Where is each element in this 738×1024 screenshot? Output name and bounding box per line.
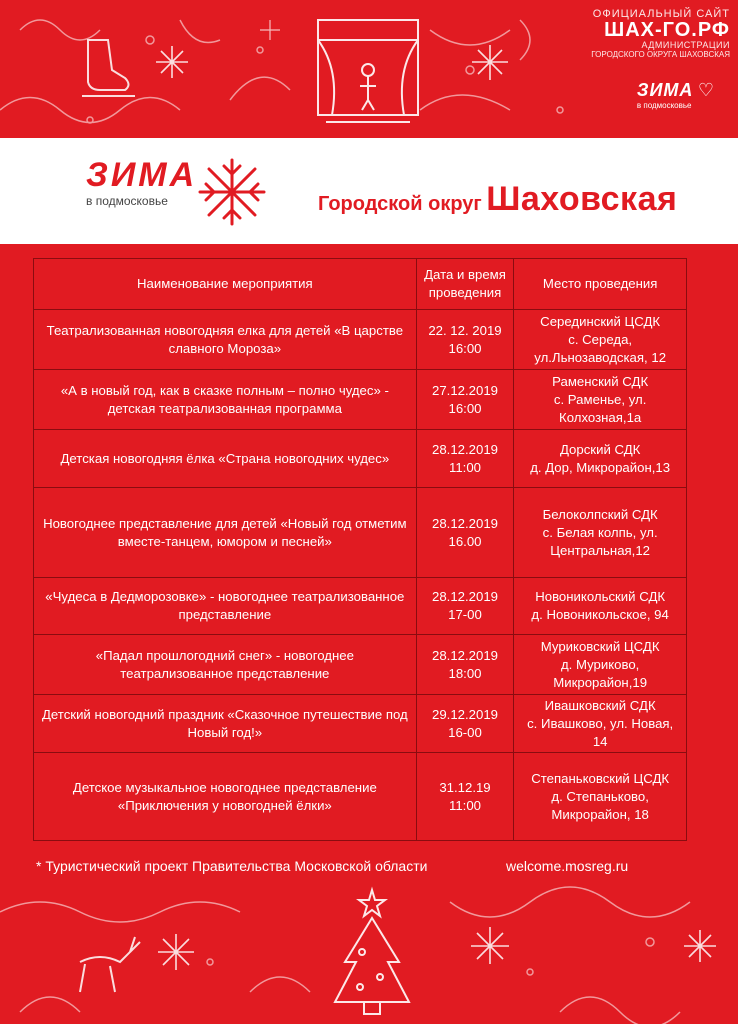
time-text: 11:00	[448, 797, 481, 813]
district-name: Шаховская	[486, 180, 678, 218]
header-venue: Место проведения	[514, 259, 687, 310]
event-cell: «А в новый год, как в сказке полным – полно чудес» - детская театрализованная программа	[34, 370, 417, 430]
event-cell: Театрализованная новогодняя елка для детей «В царстве славного Мороза»	[34, 310, 417, 370]
time-text: 16:00	[448, 400, 482, 416]
table-row	[34, 753, 687, 841]
watermark-line-4: ГОРОДСКОГО ОКРУГА ШАХОВСКАЯ	[591, 50, 730, 59]
date-text: 27.12.2019	[431, 382, 498, 398]
header-event: Наименование мероприятия	[34, 259, 417, 310]
table-header-row	[34, 259, 687, 310]
venue-address: с. Раменье, ул. Колхозная,1а	[553, 391, 647, 425]
date-text: 28.12.2019	[431, 515, 498, 531]
datetime-cell	[416, 753, 514, 841]
datetime-cell	[416, 310, 514, 370]
event-cell: «Чудеса в Дедморозовке» - новогоднее театрализованное представление	[34, 578, 417, 635]
mini-zima-logo	[637, 80, 714, 110]
site-watermark	[591, 8, 730, 59]
time-text: 18:00	[448, 665, 482, 681]
table-row	[34, 310, 687, 370]
snowflake-icon	[472, 45, 508, 80]
snowflake-icon	[196, 156, 268, 228]
venue-cell	[514, 753, 687, 841]
venue-cell	[514, 370, 687, 430]
time-text: 16:00	[448, 340, 482, 356]
snowflake-icon	[471, 927, 509, 964]
district-title	[318, 180, 677, 219]
datetime-cell	[416, 488, 514, 578]
date-text: 28.12.2019	[431, 647, 498, 663]
venue-address: с. Белая колпь, ул. Центральная,12	[542, 524, 658, 558]
venue-cell	[514, 310, 687, 370]
venue-name: Дорский СДК	[559, 441, 641, 457]
event-cell: «Падал прошлогодний снег» - новогоднее театрализованное представление	[34, 635, 417, 695]
event-cell: Детская новогодняя ёлка «Страна новогодних чудес»	[34, 430, 417, 488]
venue-cell	[514, 635, 687, 695]
venue-cell	[514, 488, 687, 578]
venue-cell	[514, 430, 687, 488]
venue-address: д. Дор, Микрорайон,13	[530, 459, 671, 475]
snowflake-icon	[260, 20, 280, 40]
table-row	[34, 635, 687, 695]
venue-cell	[514, 578, 687, 635]
zima-logo	[86, 158, 197, 208]
header-date: Дата и время проведения	[416, 259, 514, 310]
snowflake-icon	[158, 934, 194, 970]
footer-note: * Туристический проект Правительства Московской области	[36, 858, 428, 874]
header-panel	[0, 138, 738, 244]
bottom-decoration-banner	[0, 882, 738, 1024]
snowflake-icon	[684, 930, 716, 962]
table-row	[34, 578, 687, 635]
time-text: 16-00	[448, 724, 482, 740]
mini-logo-title: ЗИМА	[636, 80, 694, 100]
christmas-tree-icon	[335, 890, 409, 1014]
table-row	[34, 430, 687, 488]
table-row	[34, 370, 687, 430]
datetime-cell	[416, 578, 514, 635]
watermark-line-3: АДМИНИСТРАЦИИ	[641, 40, 730, 50]
datetime-cell	[416, 695, 514, 753]
venue-address: с. Ивашково, ул. Новая, 14	[527, 715, 674, 749]
table-row	[34, 695, 687, 753]
time-text: 16.00	[448, 533, 482, 549]
footer-url[interactable]: welcome.mosreg.ru	[506, 858, 629, 874]
venue-name: Раменский СДК	[552, 373, 649, 389]
heart-icon: ♡	[697, 80, 714, 100]
venue-name: Новоникольский СДК	[535, 589, 666, 604]
venue-address: с. Середа, ул.Льнозаводская, 12	[534, 331, 667, 365]
event-cell: Детский новогодний праздник «Сказочное путешествие под Новый год!»	[34, 695, 417, 753]
venue-name: Муриковский ЦСДК	[540, 638, 660, 654]
venue-cell	[514, 695, 687, 753]
theater-stage-icon	[318, 20, 418, 122]
venue-address: д. Новоникольское, 94	[531, 607, 669, 622]
time-text: 17-00	[448, 607, 482, 622]
logo-subtitle: в подмосковье	[86, 194, 168, 208]
datetime-cell	[416, 635, 514, 695]
watermark-line-1: ОФИЦИАЛЬНЫЙ САЙТ	[592, 8, 730, 20]
snowflake-icon	[156, 46, 188, 78]
deer-icon	[80, 937, 140, 992]
events-table	[33, 258, 687, 841]
time-text: 11:00	[448, 459, 481, 475]
datetime-cell	[416, 370, 514, 430]
venue-name: Ивашковский СДК	[544, 697, 656, 713]
district-prefix: Городской округ	[318, 193, 482, 215]
event-cell: Новогоднее представление для детей «Новый год отметим вместе-танцем, юмором и песней»	[34, 488, 417, 578]
skate-icon	[82, 40, 135, 96]
venue-address: д. Муриково, Микрорайон,19	[553, 656, 648, 690]
venue-name: Степаньковский ЦСДК	[531, 770, 670, 786]
date-text: 28.12.2019	[431, 589, 498, 604]
logo-title: ЗИМА	[86, 156, 198, 194]
date-text: 31.12.19	[439, 779, 491, 795]
date-text: 28.12.2019	[431, 441, 498, 457]
date-text: 29.12.2019	[431, 706, 498, 722]
event-cell: Детское музыкальное новогоднее представление «Приключения у новогодней ёлки»	[34, 753, 417, 841]
venue-name: Белоколпский СДК	[542, 506, 658, 522]
table-row	[34, 488, 687, 578]
venue-name: Серединский ЦСДК	[540, 313, 661, 329]
watermark-line-2: ШАХ-ГО.РФ	[604, 19, 730, 41]
mini-logo-subtitle: в подмосковье	[636, 101, 692, 110]
date-text: 22. 12. 2019	[428, 322, 502, 338]
venue-address: д. Степаньково, Микрорайон, 18	[551, 788, 649, 822]
datetime-cell	[416, 430, 514, 488]
